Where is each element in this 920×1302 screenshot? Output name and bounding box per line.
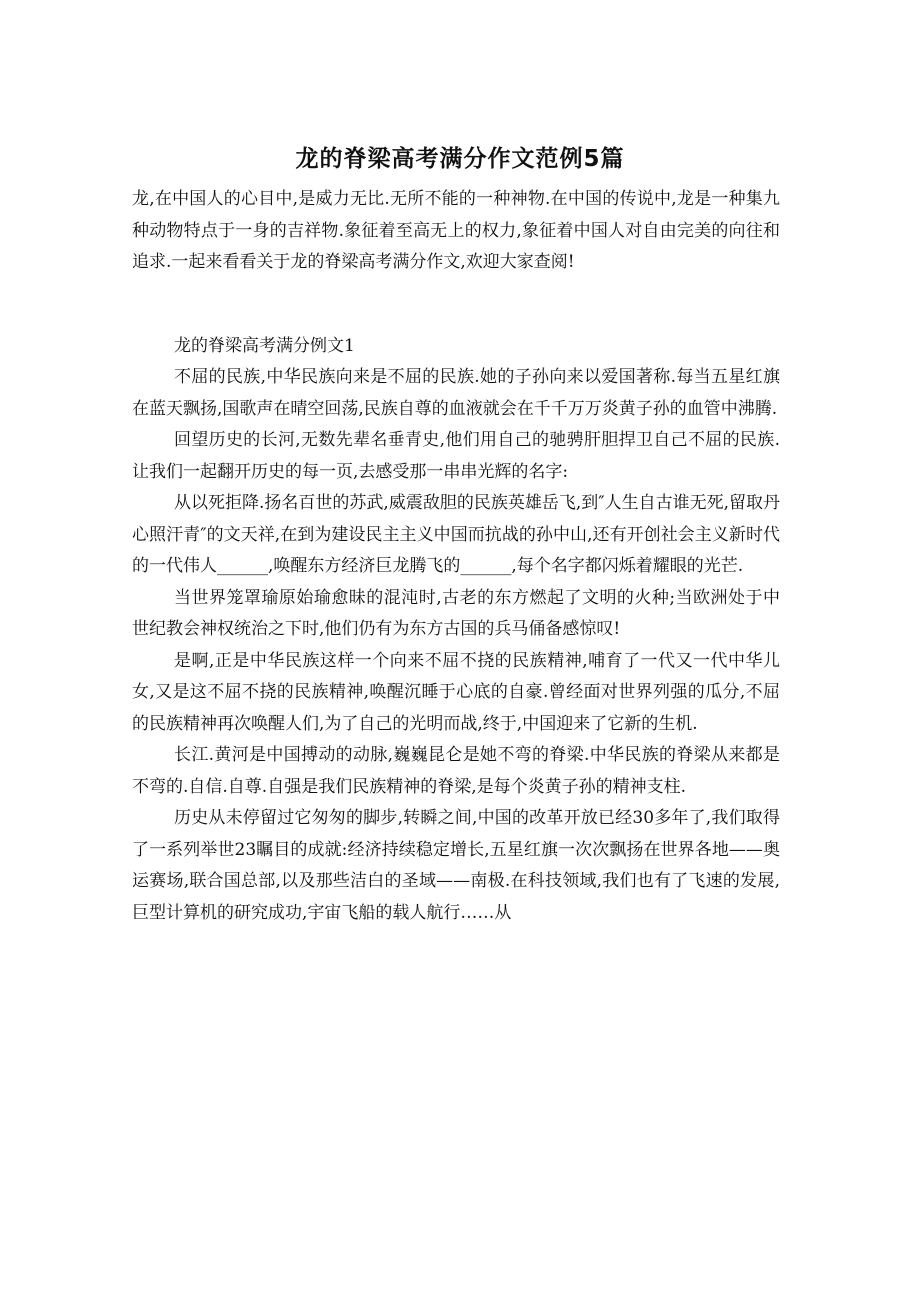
body-paragraph: 回望历史的长河,无数先辈名垂青史,他们用自己的驰骋肝胆捍卫自己不屈的民族.让我们一起翻开历史的每一页,去感受那一串串光辉的名字: (132, 430, 780, 482)
body-paragraph: 不屈的民族,中华民族向来是不屈的民族.她的子孙向来以爱国著称.每当五星红旗在蓝天飘扬,国歌声在晴空回荡,民族自尊的血液就会在千千万万炎黄子孙的血管中沸腾. (132, 367, 780, 419)
document-body (132, 184, 780, 929)
intro-paragraph: 龙,在中国人的心目中,是威力无比.无所不能的一种神物.在中国的传说中,龙是一种集九种动物特点于一身的吉祥物.象征着至高无上的权力,象征着中国人对自由完美的向往和追求.一起来看看关于龙的脊梁高考满分作文,欢迎大家查阅! (132, 189, 780, 272)
body-paragraph: 当世界笼罩瑜原始瑜愈昧的混沌时,古老的东方燃起了文明的火种;当欧洲处于中世纪教会神权统治之下时,他们仍有为东方古国的兵马俑备感惊叹! (132, 587, 780, 639)
body-paragraph: 是啊,正是中华民族这样一个向来不屈不挠的民族精神,哺育了一代又一代中华儿女,又是这不屈不挠的民族精神,唤醒沉睡于心底的自豪.曾经面对世界列强的瓜分,不屈的民族精神再次唤醒人们,为了自己的光明而战,终于,中国迎来了它新的生机. (132, 650, 780, 734)
document-title: 龙的脊梁高考满分作文范例5篇 (295, 146, 625, 172)
body-paragraph: 从以死拒降.扬名百世的苏武,威震敌胆的民族英雄岳飞,到″人生自古谁无死,留取丹心照汗青″的文天祥,在到为建设民主主义中国而抗战的孙中山,还有开创社会主义新时代的一代伟人______,唤醒东方经济巨龙腾飞的______,每个名字都闪烁着耀眼的光芒. (132, 493, 780, 576)
section-heading: 龙的脊梁高考满分例文1 (174, 335, 355, 356)
body-paragraph: 历史从未停留过它匆匆的脚步,转瞬之间,中国的改革开放已经30多年了,我们取得了一系列举世23瞩目的成就:经济持续稳定增长,五星红旗一次次飘扬在世界各地——奥运赛场,联合国总部,以及那些洁白的圣域——南极.在科技领域,我们也有了飞速的发展,巨型计算机的研究成功,宇宙飞船的载人航行……从 (132, 808, 780, 923)
body-paragraph: 长江.黄河是中国搏动的动脉,巍巍昆仑是她不弯的脊梁.中华民族的脊梁从来都是不弯的.自信.自尊.自强是我们民族精神的脊梁,是每个炎黄子孙的精神支柱. (132, 745, 780, 797)
